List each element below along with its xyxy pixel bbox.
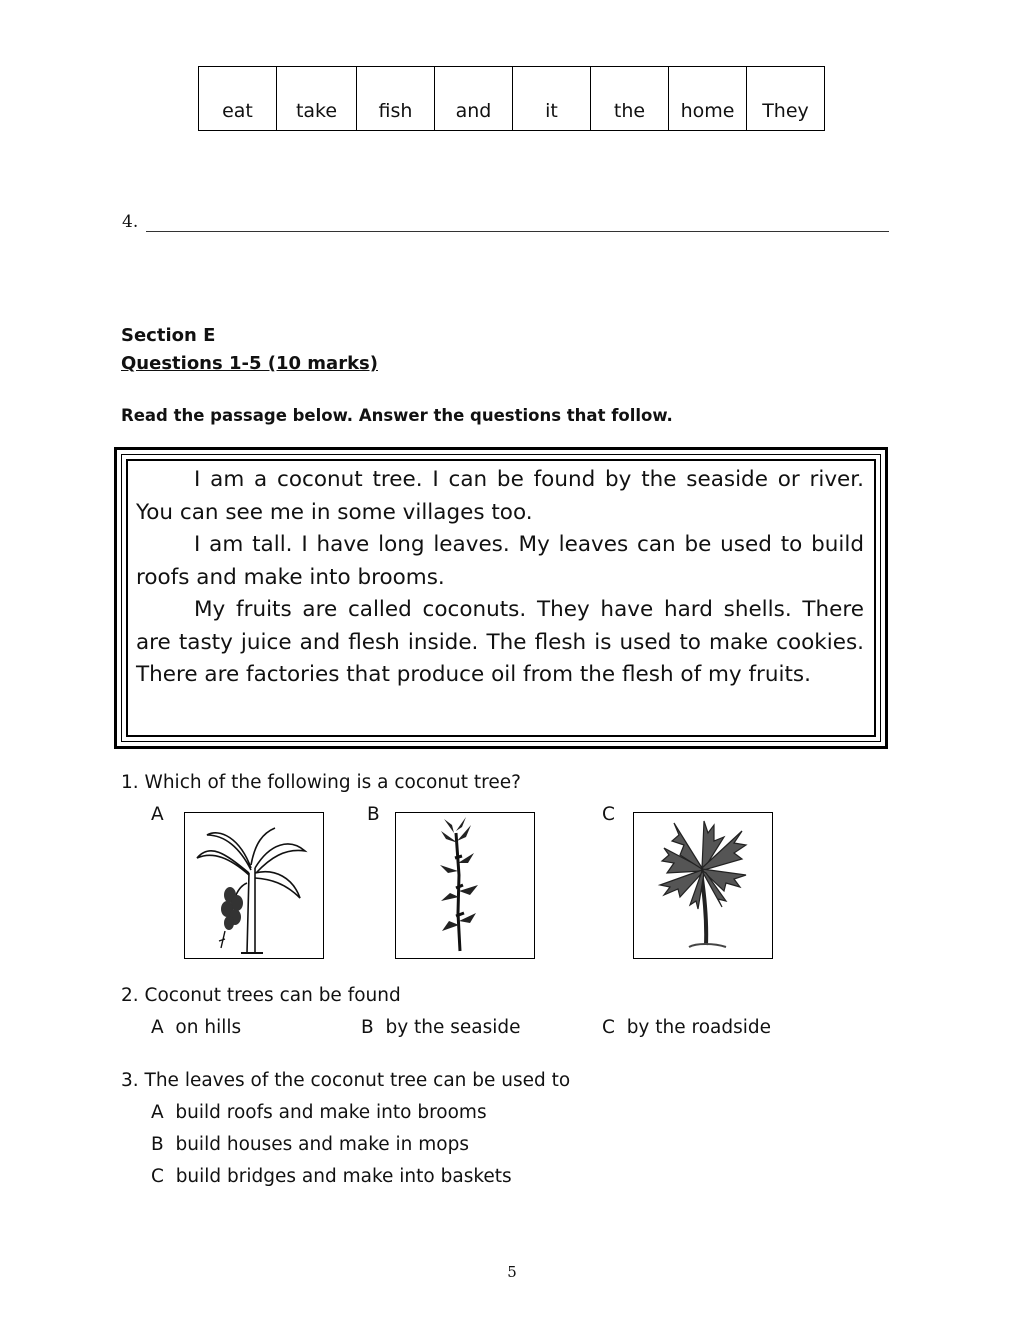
option-text: build bridges and make into baskets — [175, 1166, 512, 1187]
word-cell: the — [591, 67, 669, 131]
q2-option-a[interactable] — [151, 1017, 241, 1038]
section-instruction: Read the passage below. Answer the questions that follow. — [121, 406, 673, 425]
q3-option-b[interactable] — [151, 1134, 469, 1155]
answer-line[interactable] — [146, 231, 889, 232]
option-letter: A — [151, 1017, 164, 1038]
q1-option-c-letter[interactable]: C — [602, 804, 615, 825]
section-subtitle: Questions 1-5 (10 marks) — [121, 353, 378, 374]
option-text: by the seaside — [385, 1017, 521, 1038]
option-text: build roofs and make into brooms — [175, 1102, 487, 1123]
option-letter: B — [361, 1017, 374, 1038]
word-cell: it — [513, 67, 591, 131]
option-letter: C — [602, 1017, 615, 1038]
question-3: 3. The leaves of the coconut tree can be used to — [121, 1070, 571, 1091]
q1-option-b-letter[interactable]: B — [367, 804, 380, 825]
question-1: 1. Which of the following is a coconut tree? — [121, 772, 521, 793]
passage-paragraph: My fruits are called coconuts. They have hard shells. There are tasty juice and flesh inside. The flesh is used to make cookies. There are factories that produce oil from the flesh of my fruits. — [136, 597, 864, 687]
passage-text — [136, 464, 864, 692]
section-title: Section E — [121, 325, 216, 346]
question-2: 2. Coconut trees can be found — [121, 985, 401, 1006]
option-text: build houses and make in mops — [175, 1134, 469, 1155]
q2-option-b[interactable] — [361, 1017, 521, 1038]
answer-number: 4. — [122, 212, 139, 232]
palm-tree-icon[interactable] — [633, 812, 773, 959]
option-text: on hills — [175, 1017, 242, 1038]
q3-option-c[interactable] — [151, 1166, 512, 1187]
bamboo-icon[interactable] — [395, 812, 535, 959]
option-text: by the roadside — [626, 1017, 772, 1038]
word-cell: home — [669, 67, 747, 131]
banana-tree-icon[interactable] — [184, 812, 324, 959]
option-letter: C — [151, 1166, 164, 1187]
word-row — [199, 67, 825, 131]
word-cell: and — [435, 67, 513, 131]
q1-option-a-letter[interactable]: A — [151, 804, 164, 825]
option-letter: B — [151, 1134, 164, 1155]
word-cell: take — [277, 67, 357, 131]
word-cell: fish — [357, 67, 435, 131]
passage-paragraph: I am tall. I have long leaves. My leaves can be used to build roofs and make into brooms. — [136, 532, 864, 590]
word-table — [198, 66, 825, 131]
word-cell: They — [747, 67, 825, 131]
word-cell: eat — [199, 67, 277, 131]
q3-option-a[interactable] — [151, 1102, 487, 1123]
q2-option-c[interactable] — [602, 1017, 771, 1038]
option-letter: A — [151, 1102, 164, 1123]
page-number: 5 — [507, 1263, 517, 1281]
passage-paragraph: I am a coconut tree. I can be found by the seaside or river. You can see me in some villages too. — [136, 467, 864, 525]
